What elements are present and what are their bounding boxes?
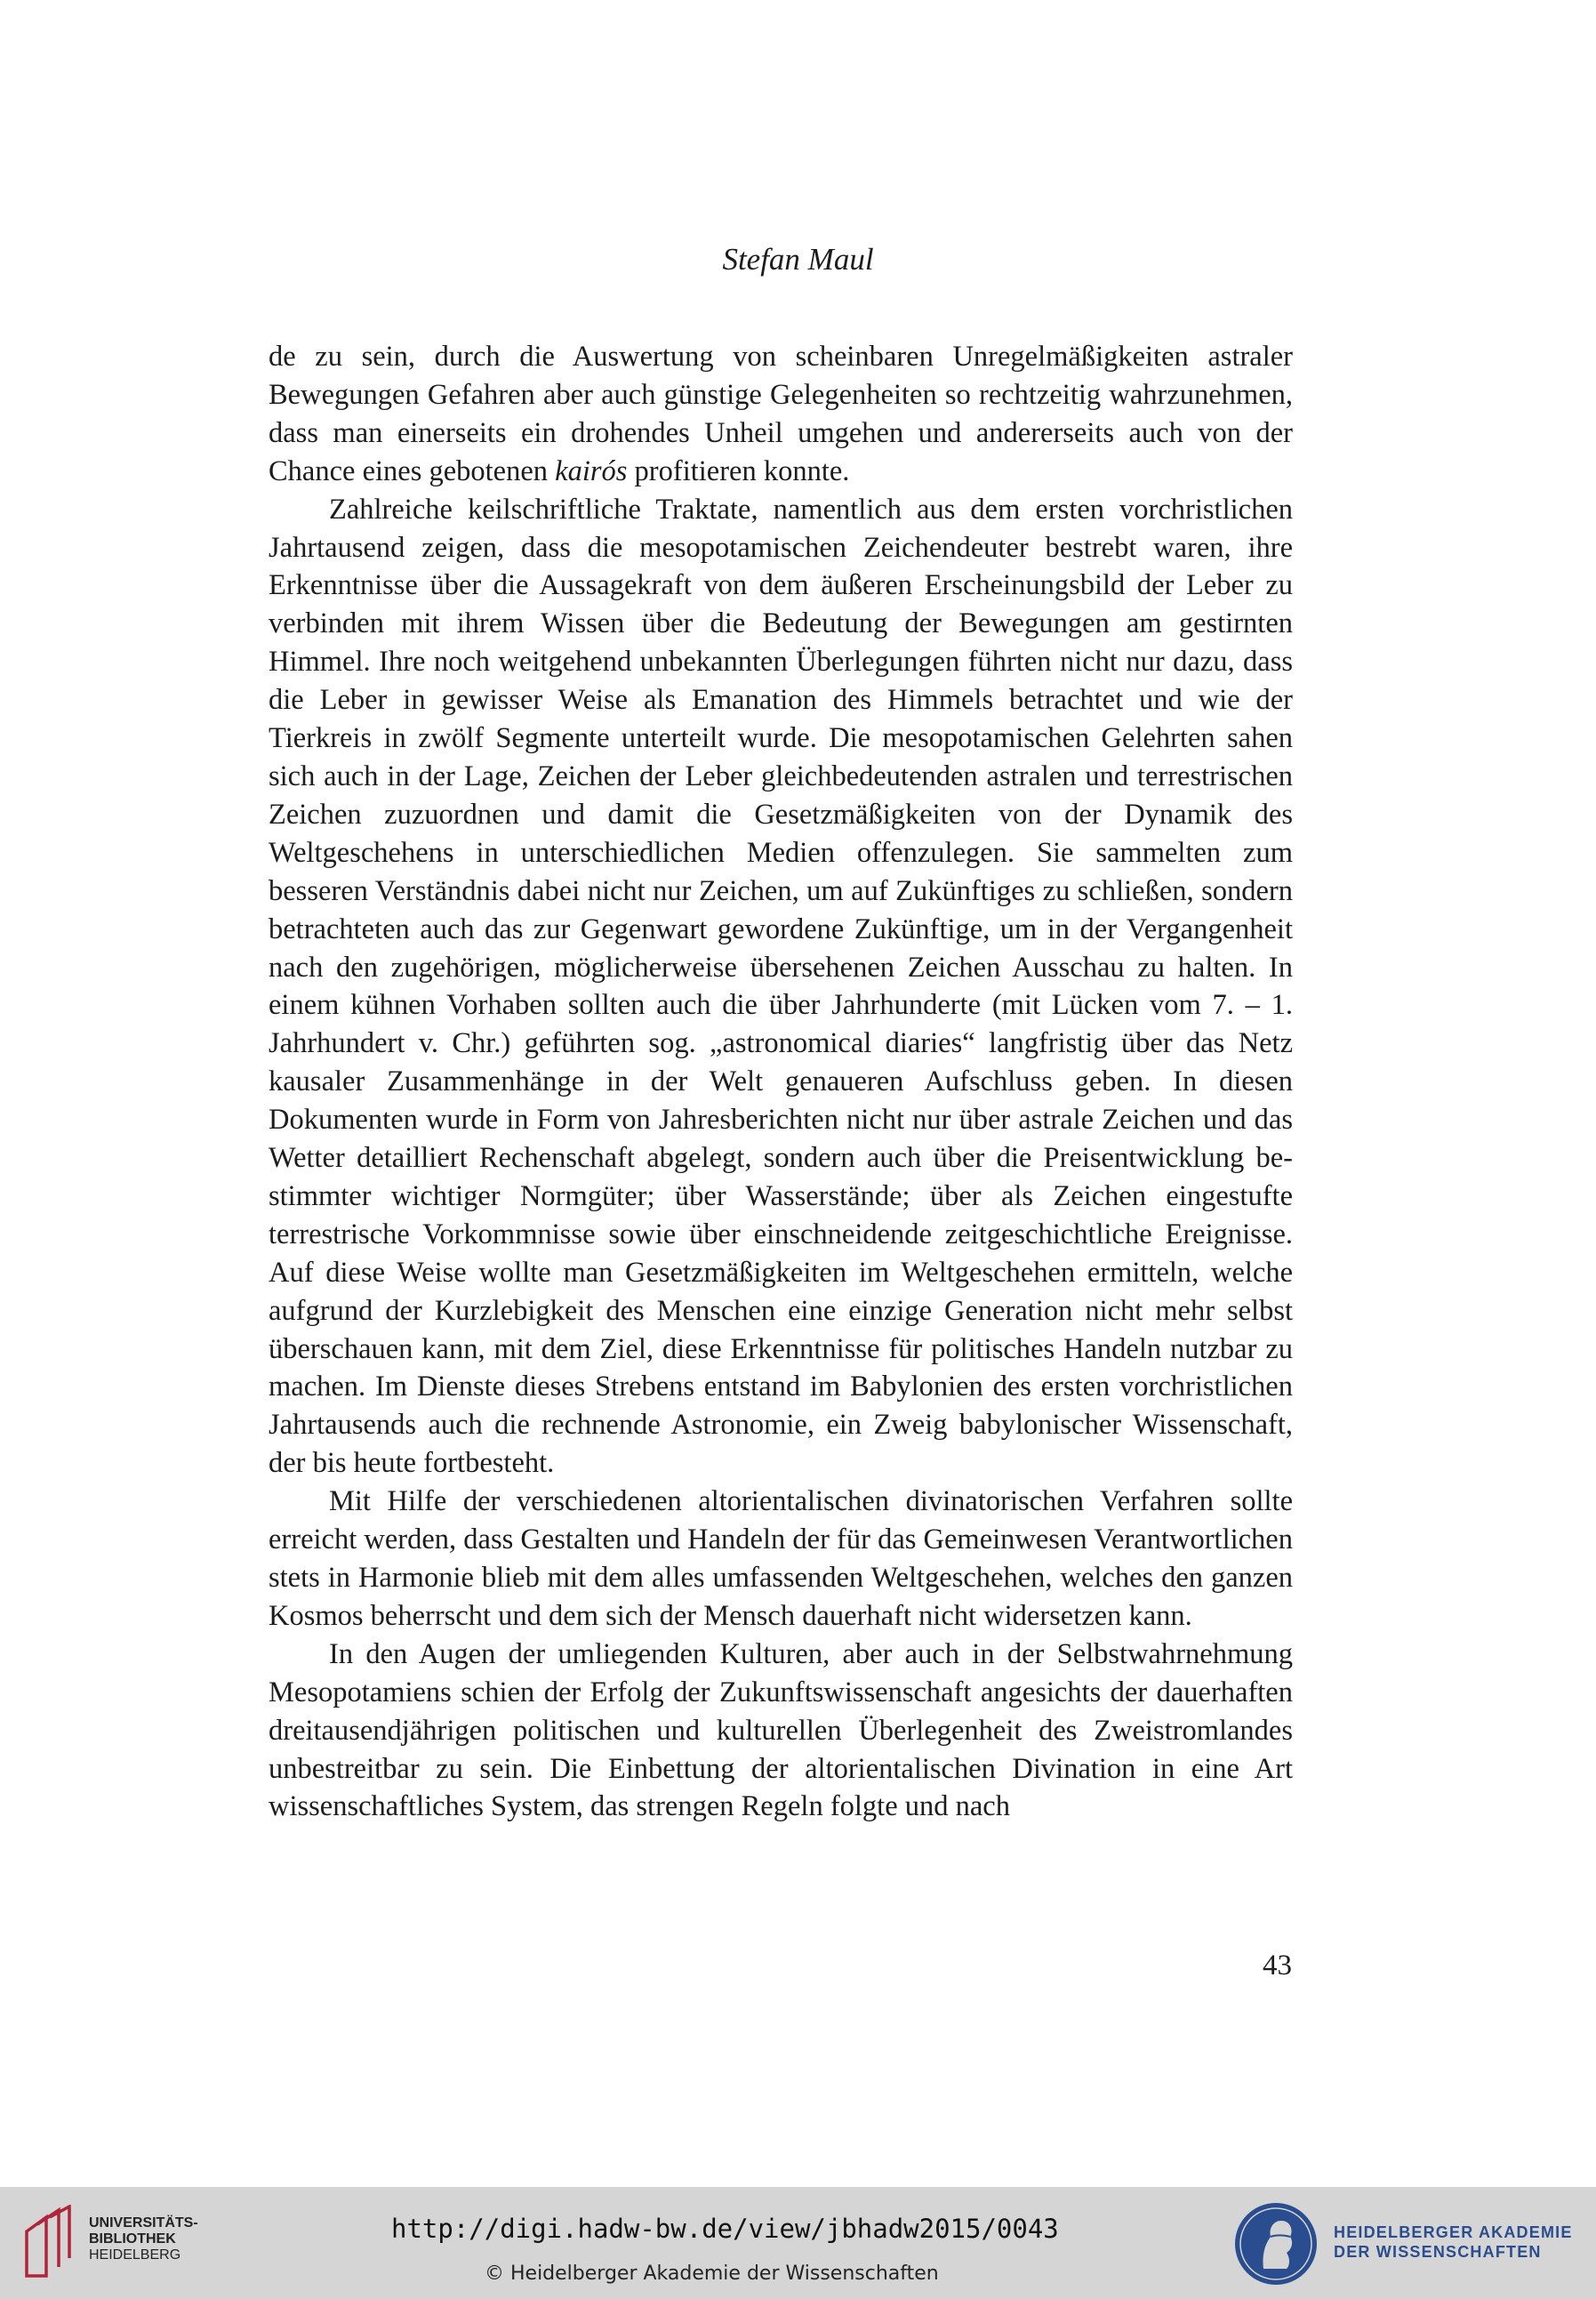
running-header-author: Stefan Maul [722, 242, 874, 277]
ub-library-name: UNIVERSITÄTS- BIBLIOTHEK HEIDELBERG [89, 2215, 198, 2263]
paragraph-1: de zu sein, durch die Auswertung von scheinbaren Unregelmäßigkeiten astraler Bewegungen Gefahren aber auch günstige Gelegenheiten so rechtzeitig wahrzunehmen, dass man einerseits ein drohendes Unheil umgehen und andererseits auch von der Chance eines gebotenen kairós profitieren konnte. [269, 341, 1293, 487]
paragraph-4: In den Augen der umliegenden Kulturen, aber auch in der Selbstwahrnehmung Mesopotamiens schien der Erfolg der Zukunftswissenschaft angesichts der dauerhaften dreitausendjährigen politischen und kulturellen Überlegenheit des Zweistromlandes unbestreitbar zu sein. Die Einbettung der altorientalischen Divination in eine Art wissenschaftliches System, das strengen Regeln folgte und nach [269, 1637, 1293, 1823]
permalink-url[interactable]: http://digi.hadw-bw.de/view/jbhadw2015/0043 [391, 2214, 1059, 2244]
italic-term: kairós [555, 454, 628, 487]
copyright-notice: © Heidelberger Akademie der Wissenschaften [485, 2263, 939, 2285]
paragraph-3: Mit Hilfe der verschiedenen altorientalischen divinatorischen Verfahren sollte erreicht werden, dass Gestalten und Handeln der für das Gemeinwesen Verantwortlichen stets in Harmonie blieb mit dem alles umfassenden Weltgeschehen, welches den ganzen Kosmos beherrscht und dem sich der Mensch dauerhaft nicht widersetzen kann. [269, 1485, 1293, 1632]
body-text [269, 338, 1293, 1826]
paragraph-2: Zahlreiche keilschriftliche Traktate, namentlich aus dem ersten vorchristlichen Jahrtausend zeigen, dass die mesopotamischen Zeichendeuter bestrebt waren, ihre Erkenntnisse über die Aussagekraft von dem äußeren Erscheinungsbild der Leber zu verbinden mit ihrem Wissen über die Bedeutung der Bewegungen am gestirnten Himmel. Ihre noch weitgehend unbekannten Überlegungen führten nicht nur dazu, dass die Leber in gewisser Weise als Emanation des Himmels betrachtet und wie der Tierkreis in zwölf Segmente unterteilt wurde. Die mesopotamischen Gelehrten sahen sich auch in der Lage, Zeichen der Leber gleichbedeutenden astralen und terrestrischen Zeichen zuzuordnen und damit die Gesetzmäßigkeiten von der Dynamik des Weltgeschehens in unterschiedlichen Medien offenzulegen. Sie sammelten zum besseren Verständnis dabei nicht nur Zeichen, um auf Zukünftiges zu schließen, sondern betrachteten auch das zur Gegenwart gewordene Zukünftige, um in der Vergangenheit nach den zugehörigen, möglicherweise übersehenen Zeichen Ausschau zu halten. In einem kühnen Vorhaben sollten auch die über Jahrhunderte (mit Lücken vom 7. – 1. Jahrhundert v. Chr.) geführten sog. „astronomical diaries“ langfristig über das Netz kausaler Zusammenhänge in der Welt genaueren Aufschluss geben. In diesen Dokumenten wurde in Form von Jahresberichten nicht nur über astrale Zeichen und das Wetter detailliert Rechenschaft abgelegt, sondern auch über die Preisentwicklung bestimmter wichtiger Normgüter; über Wasserstände; über als Zeichen eingestufte terrestrische Vorkommnisse sowie über einschneidende zeitgeschichtliche Ereignisse. Auf diese Weise wollte man Gesetzmäßigkeiten im Weltgeschehen ermitteln, welche aufgrund der Kurzlebigkeit des Menschen eine einzige Generation nicht mehr selbst überschauen kann, mit dem Ziel, diese Erkenntnisse für politisches Handeln nutzbar zu machen. Im Dienste dieses Strebens entstand im Babylonien des ersten vorchristlichen Jahrtausends auch die rechnende Astronomie, ein Zweig babylonischer Wissenschaft, der bis heute fortbesteht. [269, 493, 1293, 1480]
academy-seal-icon[interactable] [1231, 2199, 1320, 2288]
ub-library-logo-icon[interactable] [20, 2205, 73, 2281]
footer-bar [0, 2187, 1596, 2299]
academy-name: HEIDELBERGER AKADEMIE DER WISSENSCHAFTEN [1334, 2223, 1573, 2261]
page-number: 43 [1263, 1949, 1292, 1981]
